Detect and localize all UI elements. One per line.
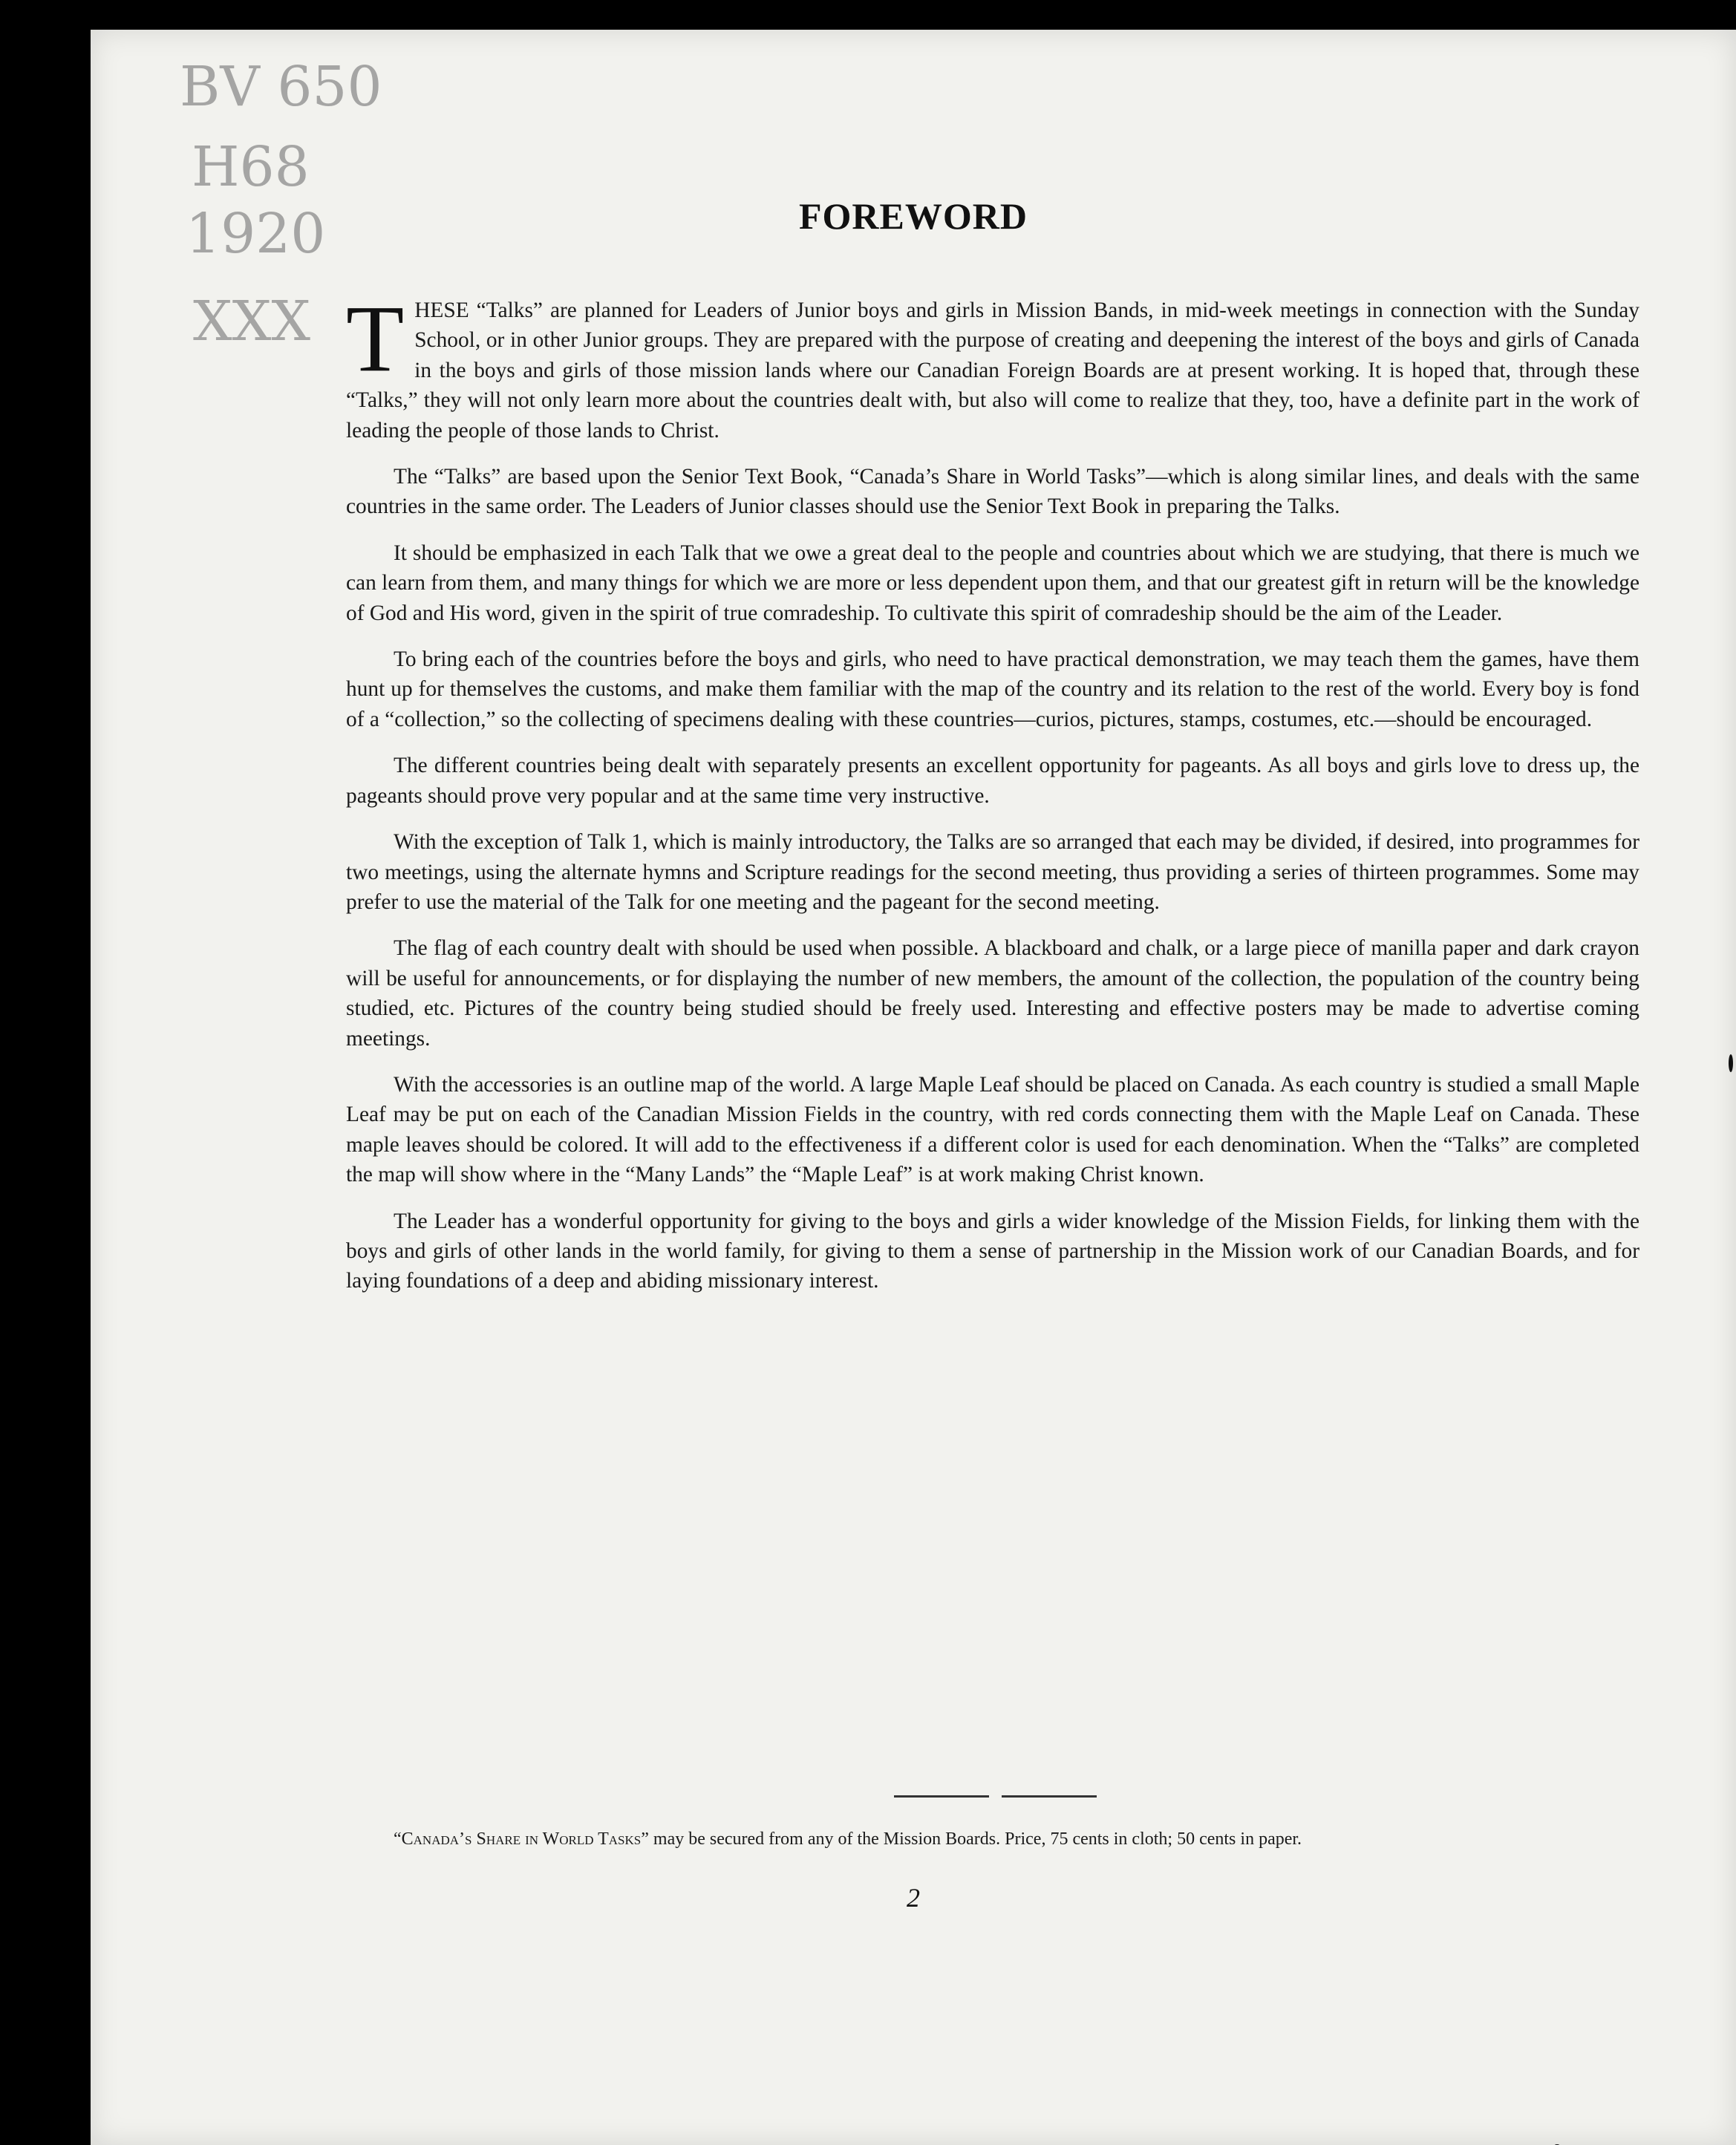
catalog-annotation-line: H68 <box>192 135 310 199</box>
paragraph: With the accessories is an outline map of the world. A large Maple Leaf should be placed on Canada. As each country is studied a small Maple Leaf may be put on each of the Canadian Mission Fields in the country, with red cords connecting them with the Maple Leaf on Canada. These maple leaves should be colored. It will add to the effectiveness if a different color is used for each denomination. When the “Talks” are completed the map will show where in the “Many Lands” the “Maple Leaf” is at work making Christ known. <box>346 1072 1639 1187</box>
body-text <box>346 286 1639 1313</box>
footnote-book-title: “Canada’s Share in World Tasks” <box>394 1829 649 1849</box>
page-title: FOREWORD <box>799 195 1028 237</box>
paragraph: The “Talks” are based upon the Senior Text Book, “Canada’s Share in World Tasks”—which is along similar lines, and deals with the same countries in the same order. The Leaders of Junior classes should use the Senior Text Book in preparing the Talks. <box>346 465 1639 519</box>
footnote-text: may be secured from any of the Mission Boards. Price, 75 cents in cloth; 50 cents in paper. <box>648 1829 1302 1849</box>
document-page <box>91 30 1736 2145</box>
paragraph: The Leader has a wonderful opportunity for giving to the boys and girls a wider knowledge of the Mission Fields, for linking them with the boys and girls of other lands in the world family, for giving to them a sense of partnership in the Mission work of our Canadian Boards, and for laying foundations of a deep and abiding missionary interest. <box>346 1209 1639 1293</box>
catalog-annotation-line: BV 650 <box>180 55 382 119</box>
paragraph <box>346 286 1639 445</box>
paragraph-text: HESE “Talks” are planned for Leaders of Junior boys and girls in Mission Bands, in mid-week meetings in connection with the Sunday School, or in other Junior groups. They are prepared with the purpose of creating and deepening the interest of the boys and girls of Canada in the boys and girls of those mission lands where our Canadian Foreign Boards are at present working. It is hoped that, through these “Talks,” they will not only learn more about the countries dealt with, but also will come to realize that they, too, have a definite part in the work of leading the people of those lands to Christ. <box>346 298 1639 443</box>
paragraph: With the exception of Talk 1, which is mainly introductory, the Talks are so arranged that each may be divided, if desired, into programmes for two meetings, using the alternate hymns and Scripture readings for the second meeting, thus providing a series of thirteen programmes. Some may prefer to use the material of the Talk for one meeting and the pageant for the second meeting. <box>346 830 1639 914</box>
catalog-annotation-line: XXX <box>193 290 311 353</box>
paragraph: The flag of each country dealt with should be used when possible. A blackboard and chalk, or a large piece of manilla paper and dark crayon will be useful for announcements, or for displaying the number of new members, the amount of the collection, the population of the country being studied, etc. Pictures of the country being studied should be freely used. Interesting and effective posters may be made to advertise coming meetings. <box>346 936 1639 1051</box>
drop-cap: T <box>346 286 405 391</box>
section-divider <box>1002 1795 1097 1798</box>
footnote <box>346 1825 1639 1853</box>
scan-speck <box>1729 1054 1733 1072</box>
paragraph: To bring each of the countries before the boys and girls, who need to have practical demonstration, we may teach them the games, have them hunt up for themselves the customs, and make them familiar with the map of the country and its relation to the rest of the world. Every boy is fond of a “collection,” so the collecting of specimens dealing with these countries—curios, pictures, stamps, costumes, etc.—should be encouraged. <box>346 647 1639 731</box>
section-divider <box>894 1795 989 1798</box>
paragraph: It should be emphasized in each Talk that we owe a great deal to the people and countries about which we are studying, that there is much we can learn from them, and many things for which we are more or less dependent upon them, and that our greatest gift in return will be the knowledge of God and His word, given in the spirit of true comradeship. To cultivate this spirit of comradeship should be the aim of the Leader. <box>346 541 1639 625</box>
page-number: 2 <box>907 1883 920 1913</box>
paragraph: The different countries being dealt with separately presents an excellent opportunity for pageants. As all boys and girls love to dress up, the pageants should prove very popular and at the same time very instructive. <box>346 754 1639 808</box>
catalog-annotation-line: 1920 <box>186 202 326 266</box>
